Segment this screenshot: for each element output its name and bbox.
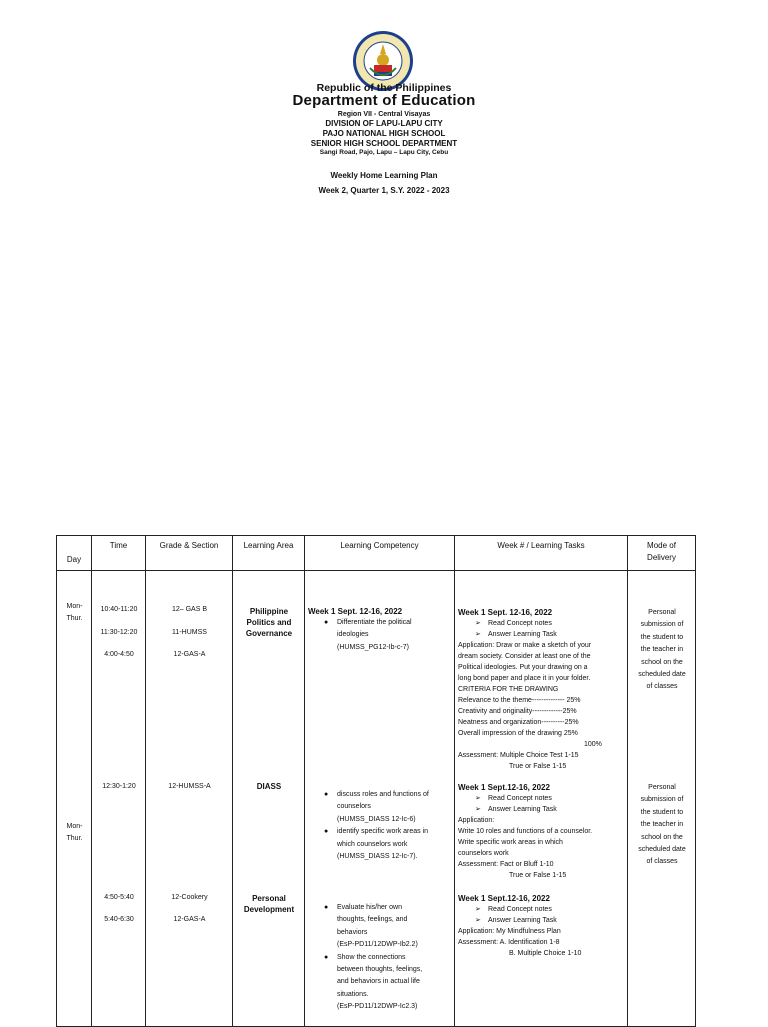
grade-cell: [146, 571, 233, 1027]
list-item: ➢ Read Concept notes: [488, 793, 624, 804]
learning-area: Philippine: [249, 607, 289, 616]
mode-text: Personal submission of the student to the teacher in school on the scheduled date of classes: [638, 784, 686, 866]
col-header-competency: Learning Competency: [305, 536, 455, 571]
col-header-mode: Mode of Delivery: [628, 536, 696, 571]
mode-text: Personal submission of the student to the teacher in school on the scheduled date of classes: [638, 609, 686, 691]
assessment-text: True or False 1-15: [509, 872, 567, 879]
day-label: Mon-: [66, 823, 83, 830]
table-body-row: [57, 571, 696, 1027]
division-line: DIVISION OF LAPU-LAPU CITY: [325, 119, 443, 128]
grade-section: 12– GAS B: [171, 606, 208, 613]
task-text: Application:: [458, 817, 495, 824]
learning-area: Development: [243, 905, 295, 914]
learning-plan-table: [56, 535, 696, 1027]
learning-area: Governance: [245, 629, 293, 638]
tasks-list: [458, 793, 624, 815]
list-item: ➢ Answer Learning Task: [488, 804, 624, 815]
day-label: Mon-: [66, 603, 83, 610]
week-line: Week 2, Quarter 1, S.Y. 2022 - 2023: [318, 186, 450, 195]
republic-line: Republic of the Philippines: [316, 82, 452, 94]
learning-area: Politics and: [246, 618, 292, 627]
grade-section: 11-HUMSS: [172, 629, 207, 636]
col-header-grade: Grade & Section: [146, 536, 233, 571]
time-slot: 12:30-1:20: [102, 783, 136, 790]
task-text: long bond paper and place it in your folder.: [458, 675, 591, 682]
grade-section: 12-HUMSS-A: [168, 783, 211, 790]
grade-section: 12-Cookery: [171, 894, 208, 901]
col-header-area: Learning Area: [233, 536, 305, 571]
list-item: ➢ Read Concept notes: [488, 618, 624, 629]
criteria-row: Neatness and organization----------25%: [458, 719, 579, 726]
day-label: Thur.: [66, 835, 83, 842]
assessment-text: True or False 1-15: [509, 763, 567, 770]
region-line: Region VII - Central Visayas: [337, 111, 431, 118]
tasks-cell: [455, 571, 628, 1027]
criteria-row: Relevance to the theme-------------- 25%: [458, 697, 581, 704]
tasks-list: [458, 618, 624, 640]
tasks-week: Week 1 Sept. 12-16, 2022: [458, 608, 553, 617]
learning-area: Personal: [252, 894, 286, 903]
table-header-row: [57, 536, 696, 571]
list-item: ● discuss roles and functions of counselors (HUMSS_DIASS 12-Ic-6): [337, 789, 467, 826]
task-text: counselors work: [458, 850, 509, 857]
assessment-text: Assessment: Fact or Bluff 1-10: [458, 861, 554, 868]
competency-list: [315, 902, 467, 1014]
competency-week: Week 1 Sept. 12-16, 2022: [308, 607, 403, 616]
task-text: Application: My Mindfulness Plan: [458, 928, 561, 935]
assessment-text: B. Multiple Choice 1-10: [509, 950, 582, 957]
time-slot: 5:40-6:30: [104, 916, 134, 923]
tasks-list: [458, 904, 624, 926]
task-text: Political ideologies. Put your drawing on a: [458, 664, 588, 671]
assessment-text: Assessment: Multiple Choice Test 1-15: [458, 752, 579, 759]
criteria-row: Creativity and originality-------------25%: [458, 708, 577, 715]
department-title: Department of Education: [292, 92, 476, 109]
address-line: Sangi Road, Pajo, Lapu – Lapu City, Cebu: [319, 149, 449, 156]
task-text: Write specific work areas in which: [458, 839, 563, 846]
list-item: ● Show the connections between thoughts, feelings, and behaviors in actual life situations. (EsP-PD11/12DWP-Ic2.3): [337, 952, 467, 1014]
competency-cell: [305, 571, 455, 1027]
list-item: ➢ Answer Learning Task: [488, 915, 624, 926]
day-label: Thur.: [66, 615, 83, 622]
mode-cell: [628, 571, 696, 1027]
time-slot: 11:30-12:20: [100, 629, 138, 636]
list-item: ● Evaluate his/her own thoughts, feelings, and behaviors (EsP-PD11/12DWP-Ib2.2): [337, 902, 467, 952]
task-text: Write 10 roles and functions of a counselor.: [458, 828, 593, 835]
learning-area: DIASS: [256, 782, 282, 791]
task-text: Application: Draw or make a sketch of your: [458, 642, 592, 649]
col-header-time: Time: [92, 536, 146, 571]
list-item: ➢ Answer Learning Task: [488, 629, 624, 640]
competency-list: [315, 617, 467, 654]
list-item: ● Differentiate the political ideologies (HUMSS_PG12-Ib-c-7): [337, 617, 467, 654]
department-line: SENIOR HIGH SCHOOL DEPARTMENT: [310, 139, 458, 148]
competency-list: [315, 789, 467, 863]
school-line: PAJO NATIONAL HIGH SCHOOL: [322, 129, 446, 138]
task-text: dream society. Consider at least one of the: [458, 653, 591, 660]
list-item: ➢ Read Concept notes: [488, 904, 624, 915]
time-cell: [92, 571, 146, 1027]
plan-title: Weekly Home Learning Plan: [330, 171, 438, 180]
list-item: ● identify specific work areas in which counselors work (HUMSS_DIASS 12-Ic-7).: [337, 826, 467, 863]
col-header-tasks: Week # / Learning Tasks: [455, 536, 628, 571]
tasks-week: Week 1 Sept.12-16, 2022: [458, 894, 550, 903]
tasks-week: Week 1 Sept.12-16, 2022: [458, 783, 550, 792]
grade-section: 12-GAS-A: [173, 916, 206, 923]
time-slot: 4:50-5:40: [104, 894, 134, 901]
time-slot: 10:40-11:20: [100, 606, 138, 613]
criteria-title: CRITERIA FOR THE DRAWING: [458, 686, 559, 693]
criteria-total: 100%: [584, 741, 602, 748]
time-slot: 4:00-4:50: [104, 651, 134, 658]
assessment-text: Assessment: A. Identification 1-8: [458, 939, 560, 946]
day-cell: [57, 571, 92, 1027]
learning-area-cell: [233, 571, 305, 1027]
col-header-day: Day: [57, 536, 92, 571]
criteria-row: Overall impression of the drawing 25%: [458, 730, 578, 737]
grade-section: 12-GAS-A: [173, 651, 206, 658]
